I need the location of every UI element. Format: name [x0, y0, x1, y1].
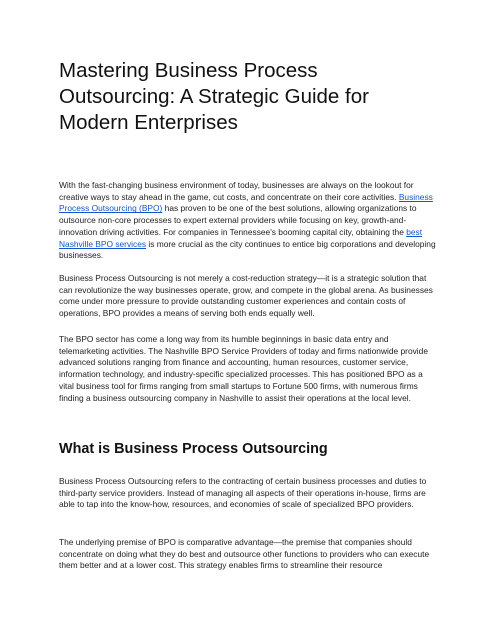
strategy-paragraph: Business Process Outsourcing is not merely a cost-reduction strategy—it is a strategic solution that can revolutionize the way businesses operate, grow, and compete in the global arena. As businesses come under more pressure to provide outstanding customer experiences and contain costs of operations, BPO provides a means of serving both ends equally well. [59, 273, 433, 319]
intro-paragraph [59, 180, 439, 262]
section-heading: What is Business Process Outsourcing [59, 441, 328, 457]
history-paragraph: The BPO sector has come a long way from its humble beginnings in basic data entry and telemarketing activities. The Nashville BPO Service Providers of today and firms nationwide provide advanced solutions ranging from finance and accounting, human resources, customer service, information technology, and industry-specific specialized processes. This has positioned BPO as a vital business tool for firms ranging from small startups to Fortune 500 firms, with numerous firms finding a business outsourcing company in Nashville to assist their operations at the local level. [59, 334, 428, 403]
premise-paragraph: The underlying premise of BPO is comparative advantage—the premise that companies should concentrate on doing what they do best and outsource other functions to providers who can execute them better and at a lower cost. This strategy enables firms to streamline their resource [59, 537, 430, 571]
intro-text-start: With the fast-changing business environment of today, businesses are always on the lookout for creative ways to stay ahead in the game, cut costs, and concentrate on their core activities. [59, 180, 414, 202]
bpo-link[interactable]: Business Process Outsourcing (BPO) [59, 191, 433, 214]
intro-text-end: is more crucial as the city continues to entice big corporations and developing businesses. [59, 238, 436, 261]
intro-text-middle: has proven to be one of the best solutions, allowing organizations to outsource non-core processes to expert external providers while focusing on key, growth-and-innovation driving activities. For companies in Tennessee's booming capital city, obtaining the [59, 203, 417, 237]
nashville-bpo-services-link[interactable]: best Nashville BPO services [59, 226, 423, 249]
document-title: Mastering Business Process Outsourcing: A Strategic Guide for Modern Enterprises [59, 59, 369, 134]
definition-paragraph: Business Process Outsourcing refers to the contracting of certain business processes and duties to third-party service providers. Instead of managing all aspects of their operations in-house, firms are able to tap into the know-how, resources, and economies of scale of specialized BPO providers. [59, 476, 427, 510]
